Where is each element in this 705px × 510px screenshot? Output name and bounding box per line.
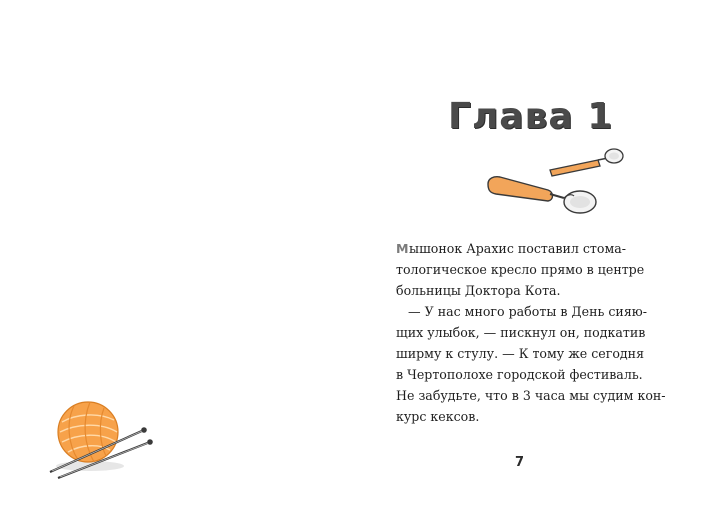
text-line: ширму к стулу. — К тому же сегодня: [396, 346, 645, 361]
text-line: курс кексов.: [396, 409, 480, 424]
text-line: щих улыбок, — пискнул он, подкатив: [396, 325, 646, 340]
text-line: в Чертополохе городской фестиваль.: [396, 367, 643, 382]
chapter-title: Глава 1: [448, 96, 614, 137]
yarn-ball-with-needles-illustration: [44, 392, 164, 482]
page-number: 7: [515, 455, 525, 470]
large-dental-mirror-icon: [488, 177, 596, 213]
yarn-ball-icon: [58, 402, 118, 462]
chapter-body-text: [396, 238, 666, 427]
text-line: — У нас много работы в День сияю-: [408, 304, 647, 319]
drop-cap: М: [396, 241, 410, 256]
text-line: Мышонок Арахис поставил стома-: [396, 241, 627, 256]
text-line: больницы Доктора Кота.: [396, 283, 561, 298]
text-line: Не забудьте, что в 3 часа мы судим кон-: [396, 388, 666, 403]
dental-spoons-illustration: [484, 144, 632, 220]
small-dental-mirror-icon: [550, 149, 623, 176]
text-line: тологическое кресло прямо в центре: [396, 262, 645, 277]
